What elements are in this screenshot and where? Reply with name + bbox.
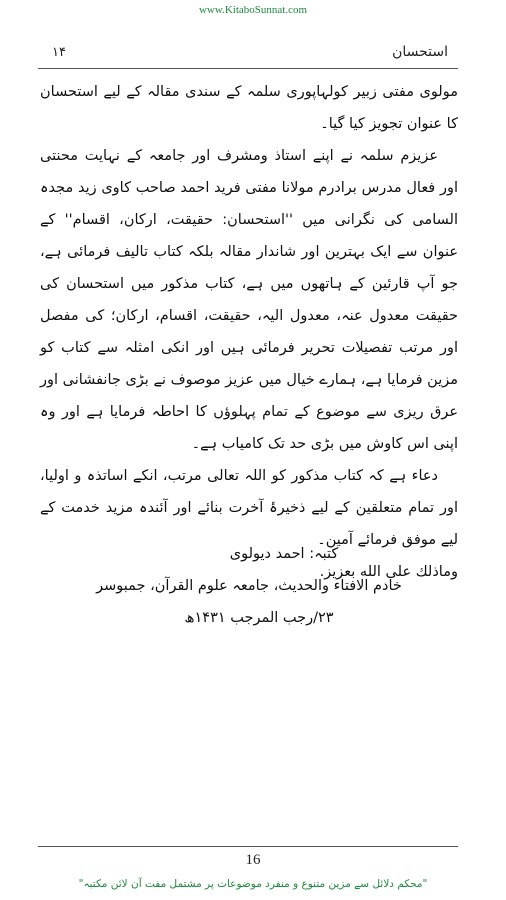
- paragraph-1: مولوی مفتی زبیر کولہاپوری سلمہ کے سندی مقالہ کے لیے استحسان کا عنوان تجویز کیا گیا۔: [40, 84, 458, 132]
- header-page-label: ۱۴: [52, 44, 66, 59]
- footer-note: "محکم دلائل سے مزین متنوع و منفرد موضوعات پر مشتمل مفت آن لائن مکتبہ": [78, 878, 428, 890]
- body-text: [40, 76, 458, 588]
- header-rule: [38, 68, 458, 69]
- signature-author: کتبہ: احمد دیولوی: [229, 546, 339, 562]
- signature-block: [40, 538, 458, 634]
- signature-position: خادم الافتاء والحدیث، جامعہ علوم القرآن، جمبوسر: [96, 578, 402, 594]
- footer-rule: [38, 846, 458, 847]
- source-url[interactable]: www.KitaboSunnat.com: [198, 4, 308, 16]
- running-title: استحسان: [392, 44, 448, 60]
- signature-date: ۲۳/رجب المرجب ۱۴۳۱ھ: [184, 610, 334, 626]
- page-number: 16: [245, 852, 261, 868]
- paragraph-3: دعاء ہے کہ کتاب مذکور کو اللہ تعالی مرتب، انکے اساتذہ و اولیا، اور تمام متعلقین کے لیے ذخیرۂ آخرت بنائے اور آئندہ مزید خدمت کے لیے موفق فرمائے آمین۔: [40, 468, 458, 548]
- paragraph-2: عزیزم سلمہ نے اپنے استاذ ومشرف اور جامعہ کے نہایت محنتی اور فعال مدرس برادرم مولانا مفتی فرید احمد صاحب کاوی زید مجدہ السامی کی نگرانی میں ''استحسان: حقیقت، ارکان، اقسام'' کے عنوان سے ایک بہترین اور شاندار مقالہ بلکہ کتاب تالیف فرمائی ہے، جو آپ قارئین کے ہاتھوں میں ہے، کتاب مذکور میں استحسان کی حقیقت معدول عنہ، معدول الیہ، حقیقت، اقسام، ارکان؛ کی مفصل اور مرتب تفصیلات تحریر فرمائی ہیں اور انکی امثلہ سے کتاب کو مزین فرمایا ہے، ہمارے خیال میں عزیز موصوف نے بڑی جانفشانی اور عرق ریزی سے موضوع کے تمام پہلوؤں کا احاطہ فرمایا ہے اور وہ اپنی اس کاوش میں بڑی حد تک کامیاب ہے۔: [39, 148, 458, 452]
- running-header: [48, 44, 448, 66]
- closing-line: وماذلك على الله بعزيز.: [319, 564, 458, 580]
